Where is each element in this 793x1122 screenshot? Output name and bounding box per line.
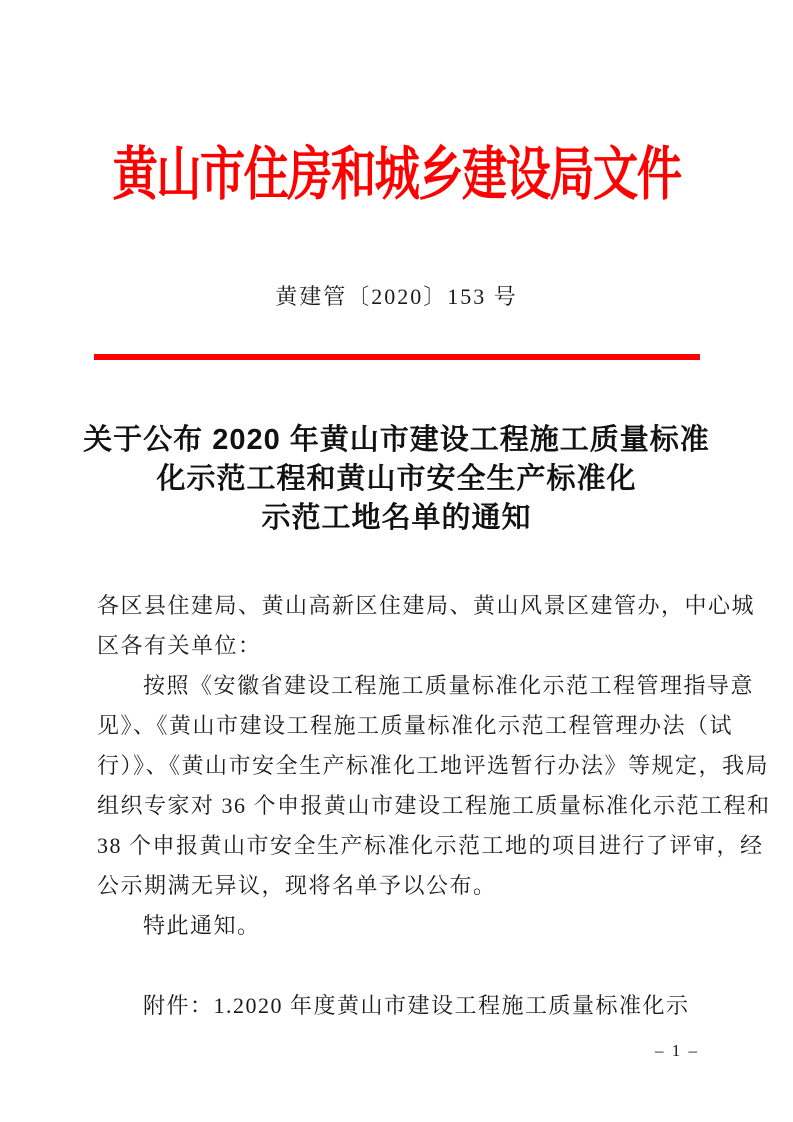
body-line-paragraph: 按照《安徽省建设工程施工质量标准化示范工程管理指导意 [143,673,755,698]
body-line-paragraph: 行）》、《黄山市安全生产标准化工地评选暂行办法》等规定，我局 [97,753,770,778]
body-line-paragraph: 公示期满无异议，现将名单予以公布。 [97,873,497,898]
red-divider-line [94,354,700,360]
document-title-line: 示范工地名单的通知 [261,502,532,534]
document-number: 黄建管〔2020〕153 号 [275,284,518,309]
body-line-paragraph: 38 个申报黄山市安全生产标准化示范工地的项目进行了评审，经 [97,833,764,858]
document-title-line: 化示范工程和黄山市安全生产标准化 [156,463,637,495]
page-number: – 1 – [655,1041,699,1060]
agency-letterhead-title: 黄山市住房和城乡建设局文件 [112,142,681,207]
document-title [40,421,753,538]
body-line-paragraph: 组织专家对 36 个申报黄山市建设工程施工质量标准化示范工程和 [97,793,771,818]
body-line-closing: 特此通知。 [143,913,261,938]
body-line-recipients: 各区县住建局、黄山高新区住建局、黄山风景区建管办，中心城 [97,593,756,618]
body-line-paragraph: 见》、《黄山市建设工程施工质量标准化示范工程管理办法（试 [97,713,734,738]
body-line-recipients: 区各有关单位： [97,633,262,658]
body-line-blank [97,946,717,986]
document-title-line: 关于公布 2020 年黄山市建设工程施工质量标准 [83,424,710,456]
body-line-attachment: 附件：1.2020 年度黄山市建设工程施工质量标准化示 [143,993,690,1018]
document-body [97,586,771,1026]
